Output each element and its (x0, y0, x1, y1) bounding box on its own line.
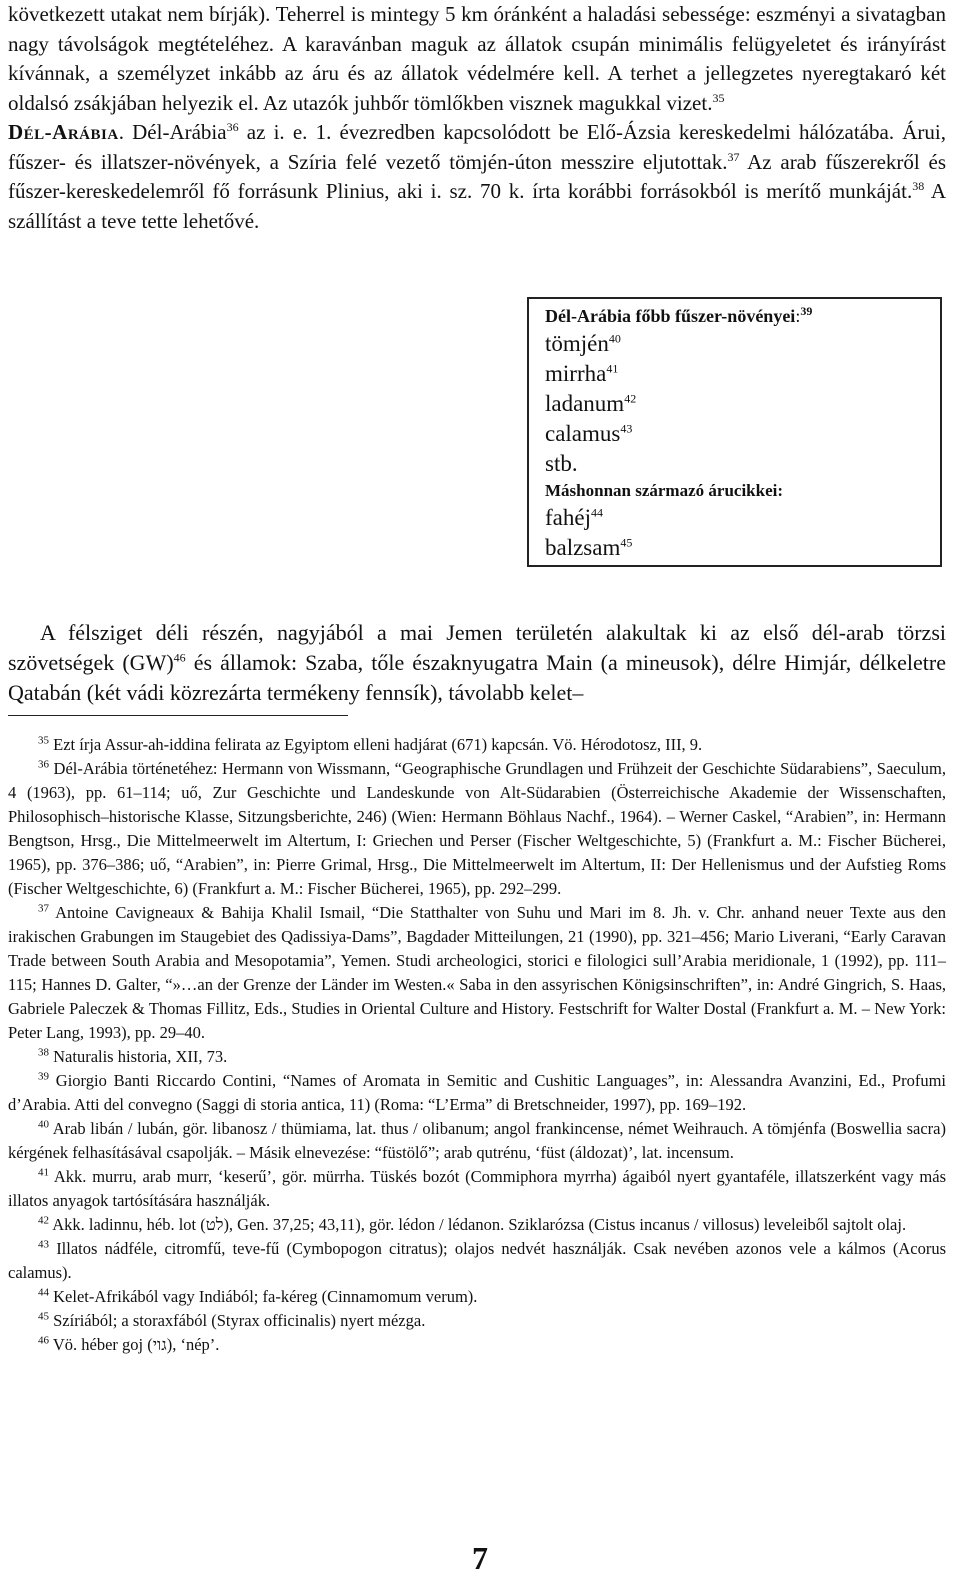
paragraph-south-arabia: Dél-Arábia. Dél-Arábia$^{36}$ az i. e. 1. évezredben kapcsolódott be Elő-Ázsia kereskedelmi hálózatába. Árui, fűszer- és illatszer-növények, a Szíria felé vezető tömjén-úton messzire eljutottak.$^{37}$ Az arab fűszerekről és fűszer-kereskedelemről fő forrásunk Plinius, aki i. sz. 70 k. írta korábbi forrásokból is merítő munkáját.$^{38}$ A szállítást a teve tette lehetővé. (8, 120, 946, 233)
spice-box-title (545, 303, 924, 329)
spice-item (545, 419, 924, 449)
footnote-text: Akk. ladinnu, héb. lot (לט), Gen. 37,25; 43,11), gör. lédon / lédanon. Sziklarózsa (Cistus incanus / villosus) leveleiből sajtolt olaj. (52, 1215, 907, 1234)
section-text-c: Az arab fűszerekről és fűszer-kereskedelemről fő forrásunk Plinius, aki i. sz. 70 k. írta korábbi forrásokból is merítő munkáját. (8, 149, 946, 203)
spice-item (545, 329, 924, 359)
paragraph-caravan-text: következett utakat nem bírják). Teherrel is mintegy 5 km óránként a haladási sebessége: eszményi a sivatagban nagy távolságok megtételéhez. A karavánban maguk az állatok csupán minimális felügyeletet és irányírást kívánnak, a személyzet inkább az áru és az állatok védelmére kell. A terhet a jellegzetes nyeregtakaró két oldalsó zsákjában helyezik el. Az utazók juhbőr tömlőkben visznek magukkal vizet. (8, 2, 946, 115)
footnote-number: 46 (38, 1334, 49, 1347)
spice-name: mirrha (545, 361, 607, 386)
footnote-number: 43 (38, 1238, 49, 1251)
section-heading: Dél-Arábia (8, 120, 119, 144)
spice-box-subtitle: Máshonnan származó árucikkei: (545, 481, 783, 500)
main-text (8, 0, 946, 236)
footnote-text: Ezt írja Assur-ah-iddina felirata az Egyiptom elleni hadjárat (671) kapcsán. Vö. Hérodotosz, III, 9. (53, 735, 703, 754)
footnote-ref-42[interactable]: 42 (624, 391, 637, 406)
footnote (8, 1165, 946, 1213)
footnote (8, 1117, 946, 1165)
spice-item (545, 503, 924, 533)
footnote-number: 41 (38, 1166, 49, 1179)
footnote-number: 37 (38, 902, 49, 915)
footnote (8, 1333, 946, 1357)
spice-box-title-text: Dél-Arábia főbb fűszer-növényei (545, 306, 796, 326)
footnote (8, 1213, 946, 1237)
footnote-ref-41[interactable]: 41 (606, 361, 619, 376)
footnote-number: 44 (38, 1286, 49, 1299)
spice-name: fahéj (545, 505, 591, 530)
spice-etc: stb. (545, 451, 578, 476)
paragraph-states-text-b: és államok: Szaba, tőle északnyugatra Main (a mineusok), délre Himjár, délkeletre Qatabán (két vádi közrezárta termékeny fennsík), távolabb kelet– (8, 650, 946, 705)
footnote-ref-40[interactable]: 40 (608, 331, 621, 346)
footnote (8, 1285, 946, 1309)
footnote (8, 1237, 946, 1285)
paragraph-caravan (8, 0, 946, 118)
footnote-ref-39[interactable]: 39 (800, 304, 813, 318)
spice-name: tömjén (545, 331, 609, 356)
footnote-text: Arab libán / lubán, gör. libanosz / thümiama, lat. thus / olibanum; angol frankincense, német Weihrauch. A tömjénfa (Boswellia sacra) kérgének felhasításával csapolják. – Másik elnevezése: “füstölő”; arab qutrénu, ‘füst (áldozat)’, lat. incensum. (8, 1119, 946, 1162)
section-text-b: az i. e. 1. évezredben kapcsolódott be Elő-Ázsia kereskedelmi hálózatába. Árui, fűszer- és illatszer-növények, a Szíria felé vezető tömjén-úton messzire eljutottak. (8, 120, 946, 174)
footnote-text: Illatos nádféle, citromfű, teve-fű (Cymbopogon citratus); olajos nedvét használják. Csak nevében azonos vele a kálmos (Acorus calamus). (8, 1239, 946, 1282)
footnote-ref-37[interactable]: 37 (727, 149, 740, 164)
paragraph-states (8, 618, 946, 708)
footnote (8, 1309, 946, 1333)
footnote (8, 901, 946, 1045)
footnote-ref-38[interactable]: 38 (912, 179, 925, 193)
footnote-number: 40 (38, 1118, 49, 1131)
footnote-ref-44[interactable]: 44 (590, 505, 603, 520)
footnote-text: Vö. héber goj (גוי), ‘nép’. (52, 1335, 220, 1354)
footnote-ref-46[interactable]: 46 (173, 650, 186, 665)
footnote-number: 35 (38, 734, 49, 747)
footnote (8, 1045, 946, 1069)
section-text-d: A szállítást a teve tette lehetővé. (8, 179, 946, 233)
footnote-ref-45[interactable]: 45 (620, 535, 633, 550)
spice-item (545, 533, 924, 563)
paragraph-states-text-a: A félsziget déli részén, nagyjából a mai Jemen területén alakultak ki az első dél-arab törzsi szövetségek (GW) (8, 620, 946, 675)
footnotes (8, 733, 946, 1357)
footnote-ref-43[interactable]: 43 (620, 421, 633, 436)
spice-box-title-colon: : (795, 306, 801, 326)
spice-item (545, 359, 924, 389)
spice-name: ladanum (545, 391, 625, 416)
footnote (8, 1069, 946, 1117)
footnote-separator (8, 715, 348, 716)
footnote-text: Giorgio Banti Riccardo Contini, “Names of Aromata in Semitic and Cushitic Languages”, in: Alessandra Avanzini, Ed., Profumi d’Arabia. Atti del convegno (Saggi di storia antica, 11) (Roma: “L’Erma” di Bretschneider, 1997), pp. 169–192. (8, 1071, 947, 1114)
footnote-text: Antoine Cavigneaux & Bahija Khalil Ismail, “Die Statthalter von Suhu und Mari im 8. Jh. v. Chr. anhand neuer Texte aus den irakischen Grabungen im Staugebiet des Qadissiya-Dams”, Bagdader Mitteilungen, 21 (1990), pp. 321–456; Mario Liverani, “Early Caravan Trade between South Arabia and Mesopotamia”, Yemen. Studi archeologici, storici e filologici sull’Arabia meridionale, 1 (1992), pp. 111–115; Hannes D. Galter, “»…an der Grenze der Länder im Westen.« Saba in den assyrischen Königsinschriften”, in: André Gingrich, S. Haas, Gabriele Paleczek & Thomas Fillitz, Eds., Studies in Oriental Culture and History. Festschrift for Walter Dostal (Frankfurt a. M. – New York: Peter Lang, 1993), pp. 29–40. (8, 903, 947, 1042)
spice-box (527, 297, 942, 567)
spice-name: balzsam (545, 535, 621, 560)
footnote-number: 36 (38, 758, 49, 771)
footnote (8, 733, 946, 757)
footnote-number: 39 (38, 1070, 49, 1083)
spice-name: calamus (545, 421, 621, 446)
footnote-text: Kelet-Afrikából vagy Indiából; fa-kéreg (Cinnamomum verum). (53, 1287, 478, 1306)
footnote-text: Szíriából; a storaxfából (Styrax officinalis) nyert mézga. (53, 1311, 426, 1330)
footnote (8, 757, 946, 901)
footnote-text: Dél-Arábia történetéhez: Hermann von Wissmann, “Geographische Grundlagen und Frühzeit der Geschichte Südarabiens”, Saeculum, 4 (1963), pp. 61–114; uő, Zur Geschichte und Landeskunde von Alt-Südarabien (Österreichische Akademie der Wissenschaften, Philosophisch–historische Klasse, Sitzungsberichte, 246) (Wien: Hermann Böhlaus Nachf., 1964). – Werner Caskel, “Arabien”, in: Hermann Bengtson, Hrsg., Die Mittelmeerwelt im Altertum, I: Griechen und Perser (Fischer Weltgeschichte, 5) (Frankfurt a. M.: Fischer Bücherei, 1965), pp. 376–386; uő, “Arabien”, in: Pierre Grimal, Hrsg., Die Mittelmeerwelt im Altertum, II: Der Hellenismus und der Aufstieg Roms (Fischer Weltgeschichte, 6) (Frankfurt a. M.: Fischer Bücherei, 1965), pp. 292–299. (8, 759, 946, 898)
footnote-number: 45 (38, 1310, 49, 1323)
footnote-ref-36[interactable]: 36 (226, 120, 239, 134)
footnote-text: Akk. murru, arab murr, ‘keserű’, gör. mürrha. Tüskés bozót (Commiphora myrrha) ágaiból nyert gyantaféle, illatszerként vagy más illatos anyagok tartósítására használják. (8, 1167, 946, 1210)
page-number: 7 (472, 1540, 488, 1576)
footnote-ref-35[interactable]: 35 (712, 90, 725, 105)
footnote-number: 42 (38, 1214, 49, 1227)
footnote-text: Naturalis historia, XII, 73. (53, 1047, 228, 1066)
footnote-number: 38 (38, 1046, 49, 1059)
section-text-a: Dél-Arábia (132, 120, 227, 144)
spice-item (545, 389, 924, 419)
